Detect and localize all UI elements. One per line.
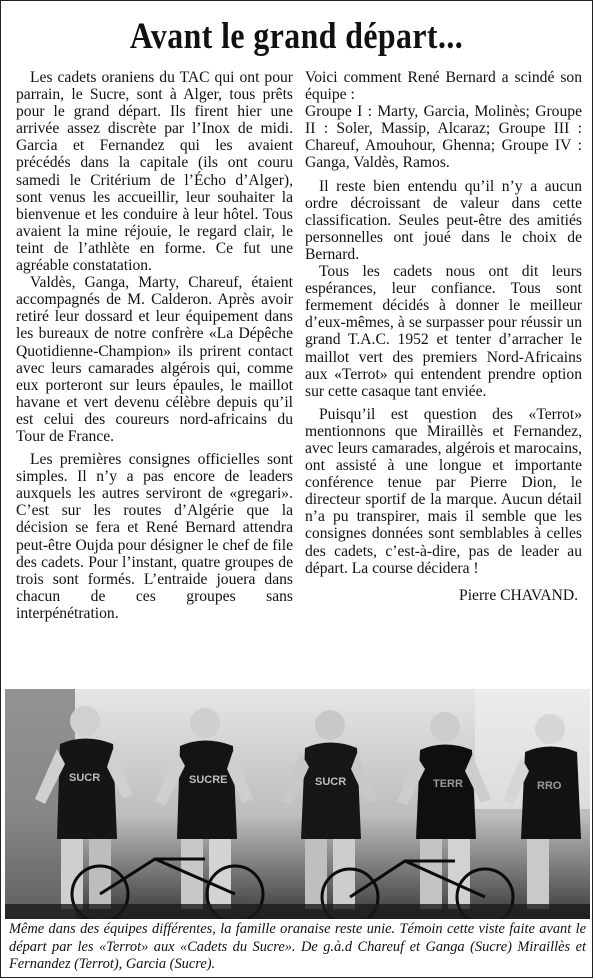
paragraph-groups: Groupe I : Marty, Garcia, Molinès; Groupe II : Soler, Massip, Alcaraz; Groupe III : Chareuf, Amouhour, Ghenna; Groupe IV : Ganga, Valdès, Ramos. xyxy=(305,103,582,172)
paragraph-team-split: Voici comment René Bernard a scindé son équipe : xyxy=(305,69,582,104)
team-photo xyxy=(5,689,590,919)
team-photo-illustration xyxy=(5,689,590,919)
paragraph-instructions: Les premières consignes officielles sont simples. Il n’y a pas encore de leaders auxquels les autres serviront de «gregari». C’est sur les routes d’Algérie que la décision se fera et René Bernard attendra peut-être Oujda pour désigner le chef de file des cadets. Pour l’instant, quatre groupes de trois sont formés. L’entraide jouera dans chacun de ces groupes sans interpénétration. xyxy=(16,451,293,622)
right-column xyxy=(305,69,582,687)
article-body xyxy=(16,69,582,687)
paragraph-classification: Il reste bien entendu qu’il n’y a aucun ordre décroissant de valeur dans cette classification. Seules peut-être des amitiés personnelles ont joué dans le choix de Bernard. xyxy=(305,177,582,263)
paragraph-equipment: Valdès, Ganga, Marty, Chareuf, étaient accompagnés de M. Calderon. Après avoir retiré leur dossard et leur équipement dans les bureaux de notre confrère «La Dépêche Quotidienne-Champion» ils prirent contact avec leurs camarades algérois qui, comme eux porteront sur leurs épaules, le maillot havane et vert devenu célèbre depuis qu’il est celui des coureurs nord-africains du Tour de France. xyxy=(16,274,293,445)
left-column xyxy=(16,69,293,687)
jersey-text-5: RRO xyxy=(537,780,562,792)
jersey-text-3: SUCR xyxy=(315,776,347,788)
paragraph-hopes: Tous les cadets nous ont dit leurs espérances, leur confiance. Tous sont fermement décidés à donner le meilleur d’eux-mêmes, à se surpasser pour réussir un grand T.A.C. 1952 et tenter d’arracher le maillot vert des premiers Nord-Africains aux «Terrot» qui entendent prendre option sur cette casaque tant enviée. xyxy=(305,263,582,400)
photo-caption: Même dans des équipes différentes, la famille oranaise reste unie. Témoin cette viste faite avant le départ par les «Terrot» aux «Cadets du Sucre». De g.à.d Chareuf et Ganga (Sucre) Miraillès et Fernandez (Terrot), Garcia (Sucre). xyxy=(9,921,586,973)
jersey-text-4: TERR xyxy=(433,778,463,790)
paragraph-terrot: Puisqu’il est question des «Terrot» mentionnons que Miraillès et Fernandez, avec leurs camarades, algérois et marocains, ont assisté à une longue et importante conférence tenue par Pierre Dion, le directeur sportif de la marque. Aucun détail n’a pu transpirer, mais il semble que les consignes données sont semblables à celles des cadets, c’est-à-dire, pas de leader au départ. La course décidera ! xyxy=(305,405,582,577)
headline: Avant le grand départ... xyxy=(129,16,464,57)
jersey-text-2: SUCRE xyxy=(189,774,228,786)
jersey-text-1: SUCR xyxy=(69,772,101,784)
paragraph-arrival: Les cadets oraniens du TAC qui ont pour parrain, le Sucre, sont à Alger, tous prêts pour le grand départ. Ils firent hier une arrivée assez discrète par l’Inox de midi. Garcia et Fernandez qui les avaient précédés dans la capitale (ils ont couru samedi le Critérium de l’Écho d’Alger), sont venus les accueillir, leur souhaiter la bienvenue et les conduire à leur hôtel. Tous avaient la mine réjouie, le regard clair, le teint de l’athlète en forme. Ce fut une agréable constatation. xyxy=(16,69,293,275)
author-signature: Pierre CHAVAND. xyxy=(459,586,578,604)
